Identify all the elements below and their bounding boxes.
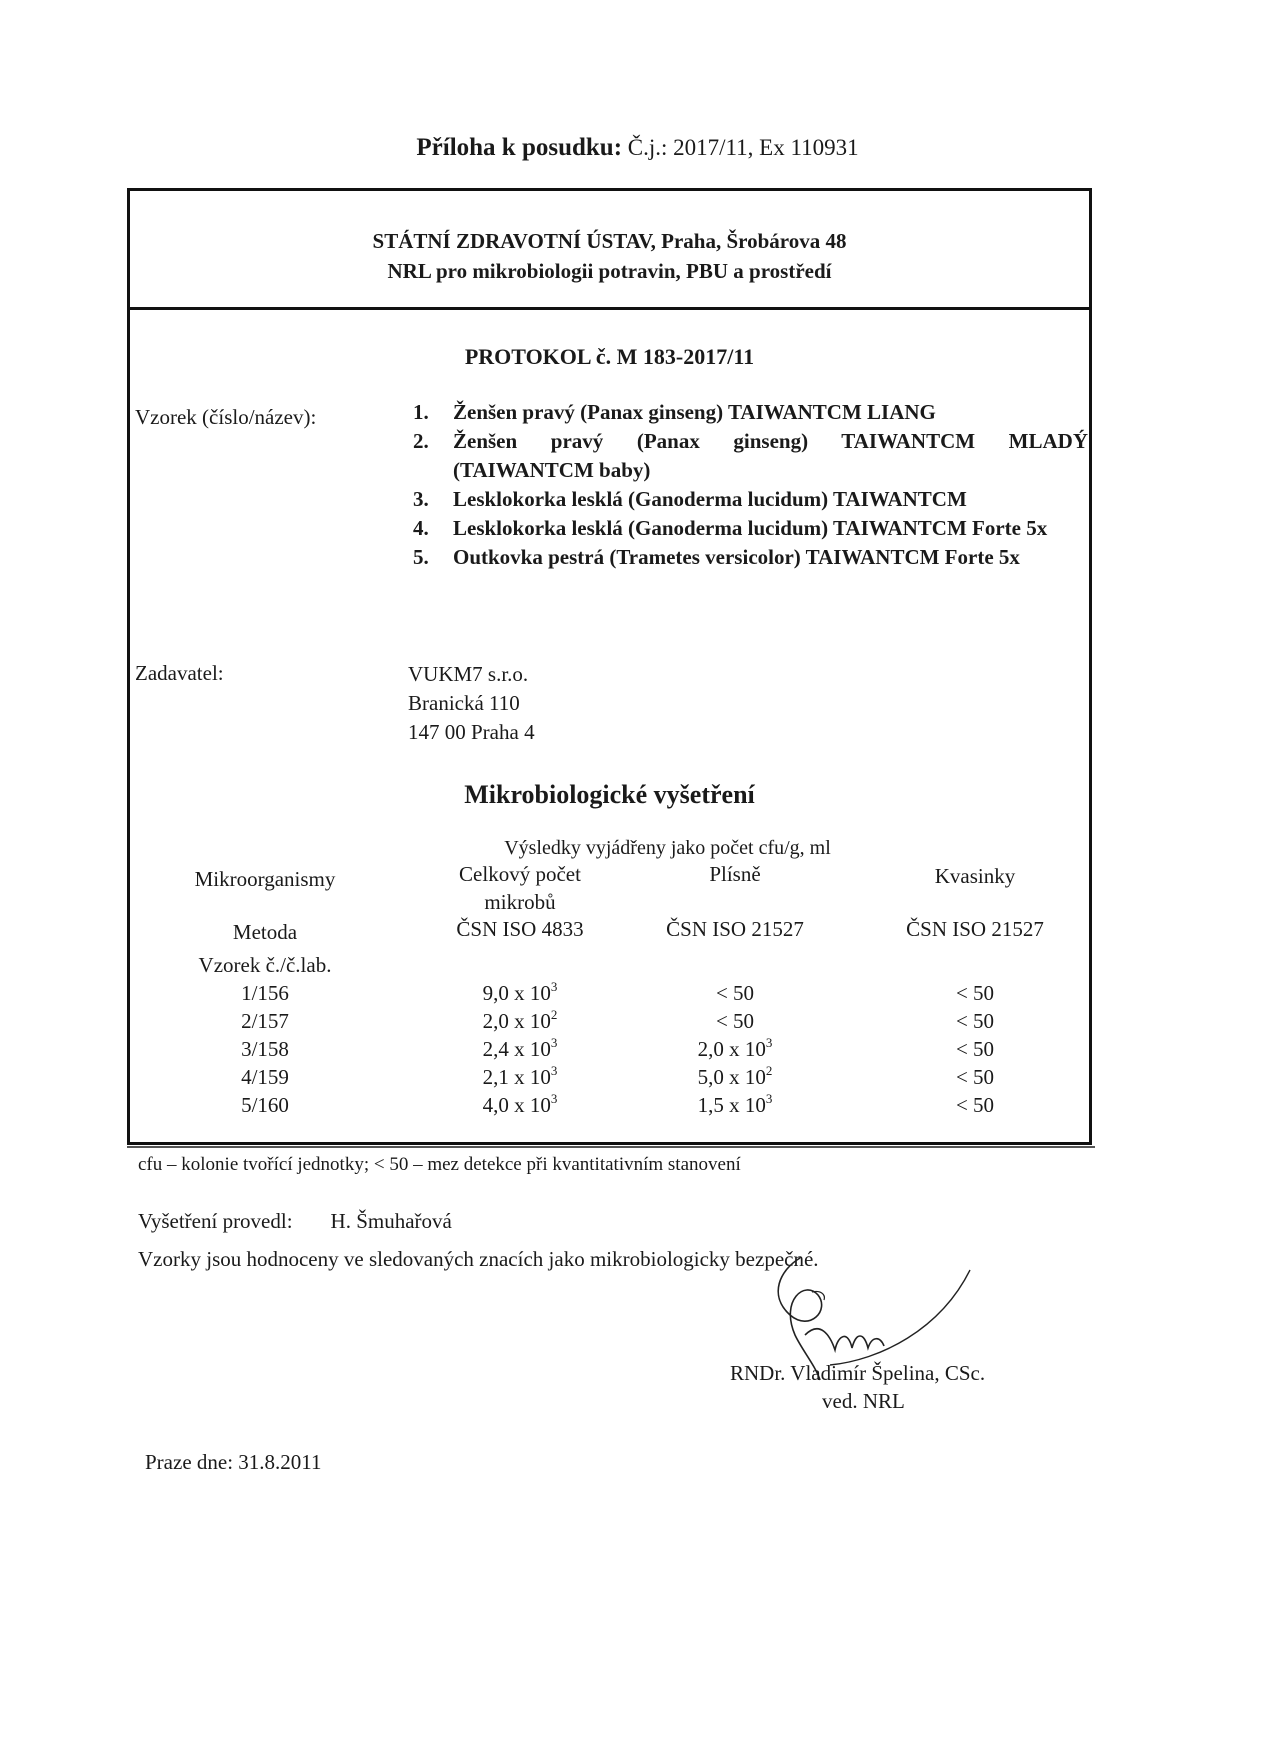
client-name: VUKM7 s.r.o.	[408, 662, 529, 686]
col-header-microorganisms: Mikroorganismy	[194, 867, 336, 891]
cell-yeasts: < 50	[955, 1093, 995, 1117]
sample-list	[413, 398, 1088, 572]
institution-department: NRL pro mikrobiologii potravin, PBU a prostředí	[387, 259, 832, 283]
protocol-number: PROTOKOL č. M 183-2017/11	[464, 344, 755, 369]
conclusion: Vzorky jsou hodnoceny ve sledovaných znacích jako mikrobiologicky bezpečné.	[138, 1247, 819, 1271]
sample-item: 1. Ženšen pravý (Panax ginseng) TAIWANTCM LIANG	[413, 400, 936, 424]
performed-label: Vyšetření provedl:	[138, 1209, 293, 1233]
signer-name: RNDr. Vladimír Špelina, CSc.	[730, 1361, 986, 1385]
cell-molds: 5,0 x $10^2$	[697, 1063, 773, 1089]
sample-item: 4. Lesklokorka lesklá (Ganoderma lucidum) TAIWANTCM Forte 5x	[413, 516, 1048, 540]
table-row	[0, 1007, 1275, 1035]
row-label-method: Metoda	[232, 920, 298, 944]
cell-total: 2,4 x $10^3$	[482, 1035, 558, 1061]
annex-label: Příloha k posudku:	[416, 134, 623, 161]
table-row	[0, 979, 1275, 1007]
cell-molds: < 50	[715, 1009, 755, 1033]
cell-total: 2,0 x $10^2$	[482, 1007, 558, 1033]
frame-bottom-edge	[127, 1146, 1095, 1148]
cell-total: 2,1 x $10^3$	[482, 1063, 558, 1089]
signer-role: ved. NRL	[822, 1389, 905, 1413]
client-label: Zadavatel:	[135, 661, 224, 685]
sample-item: 5. Outkovka pestrá (Trametes versicolor) TAIWANTCM Forte 5x	[413, 545, 1020, 569]
footnote: cfu – kolonie tvořící jednotky; < 50 – mez detekce při kvantitativním stanovení	[138, 1154, 741, 1175]
method-yeasts: ČSN ISO 21527	[906, 917, 1044, 941]
frame-divider	[127, 307, 1092, 310]
cell-sample: 2/157	[241, 1009, 289, 1033]
institution-name: STÁTNÍ ZDRAVOTNÍ ÚSTAV, Praha, Šrobárova 48	[372, 229, 847, 253]
cell-sample: 5/160	[241, 1093, 289, 1117]
col-header-total-line1: Celkový počet	[459, 862, 581, 886]
col-header-yeasts: Kvasinky	[934, 864, 1016, 888]
cell-molds: 1,5 x $10^3$	[697, 1091, 773, 1117]
results-title: Mikrobiologické vyšetření	[464, 780, 755, 809]
sample-item: 2. Ženšen pravý (Panax ginseng) TAIWANTCM MLADÝ (TAIWANTCM baby)	[413, 429, 1088, 482]
table-row	[0, 1091, 1275, 1119]
page-heading	[0, 134, 1275, 162]
cell-sample: 4/159	[241, 1065, 289, 1089]
cell-total: 4,0 x $10^3$	[482, 1091, 558, 1117]
cell-yeasts: < 50	[955, 1009, 995, 1033]
method-molds: ČSN ISO 21527	[666, 917, 804, 941]
client-city: 147 00 Praha 4	[408, 720, 535, 744]
date-line: Praze dne: 31.8.2011	[145, 1450, 322, 1474]
col-header-total-line2: mikrobů	[484, 890, 556, 914]
unit-note: Výsledky vyjádřeny jako počet cfu/g, ml	[504, 837, 831, 859]
performed-name: H. Šmuhařová	[330, 1209, 452, 1233]
reference-number: Č.j.: 2017/11, Ex 110931	[627, 135, 859, 160]
cell-sample: 1/156	[241, 981, 289, 1005]
sample-label: Vzorek (číslo/název):	[135, 405, 317, 429]
cell-total: 9,0 x $10^3$	[482, 979, 558, 1005]
client-address	[408, 660, 535, 747]
table-row	[0, 1063, 1275, 1091]
row-label-sample: Vzorek č./č.lab.	[198, 953, 332, 977]
cell-yeasts: < 50	[955, 1037, 995, 1061]
cell-yeasts: < 50	[955, 981, 995, 1005]
performed-by	[138, 1209, 452, 1234]
cell-sample: 3/158	[241, 1037, 289, 1061]
table-row	[0, 1035, 1275, 1063]
method-total: ČSN ISO 4833	[456, 917, 584, 941]
client-street: Branická 110	[408, 691, 520, 715]
cell-yeasts: < 50	[955, 1065, 995, 1089]
cell-molds: 2,0 x $10^3$	[697, 1035, 773, 1061]
cell-molds: < 50	[715, 981, 755, 1005]
sample-item: 3. Lesklokorka lesklá (Ganoderma lucidum) TAIWANTCM	[413, 487, 967, 511]
col-header-molds: Plísně	[709, 862, 761, 886]
institution-header	[127, 226, 1092, 286]
